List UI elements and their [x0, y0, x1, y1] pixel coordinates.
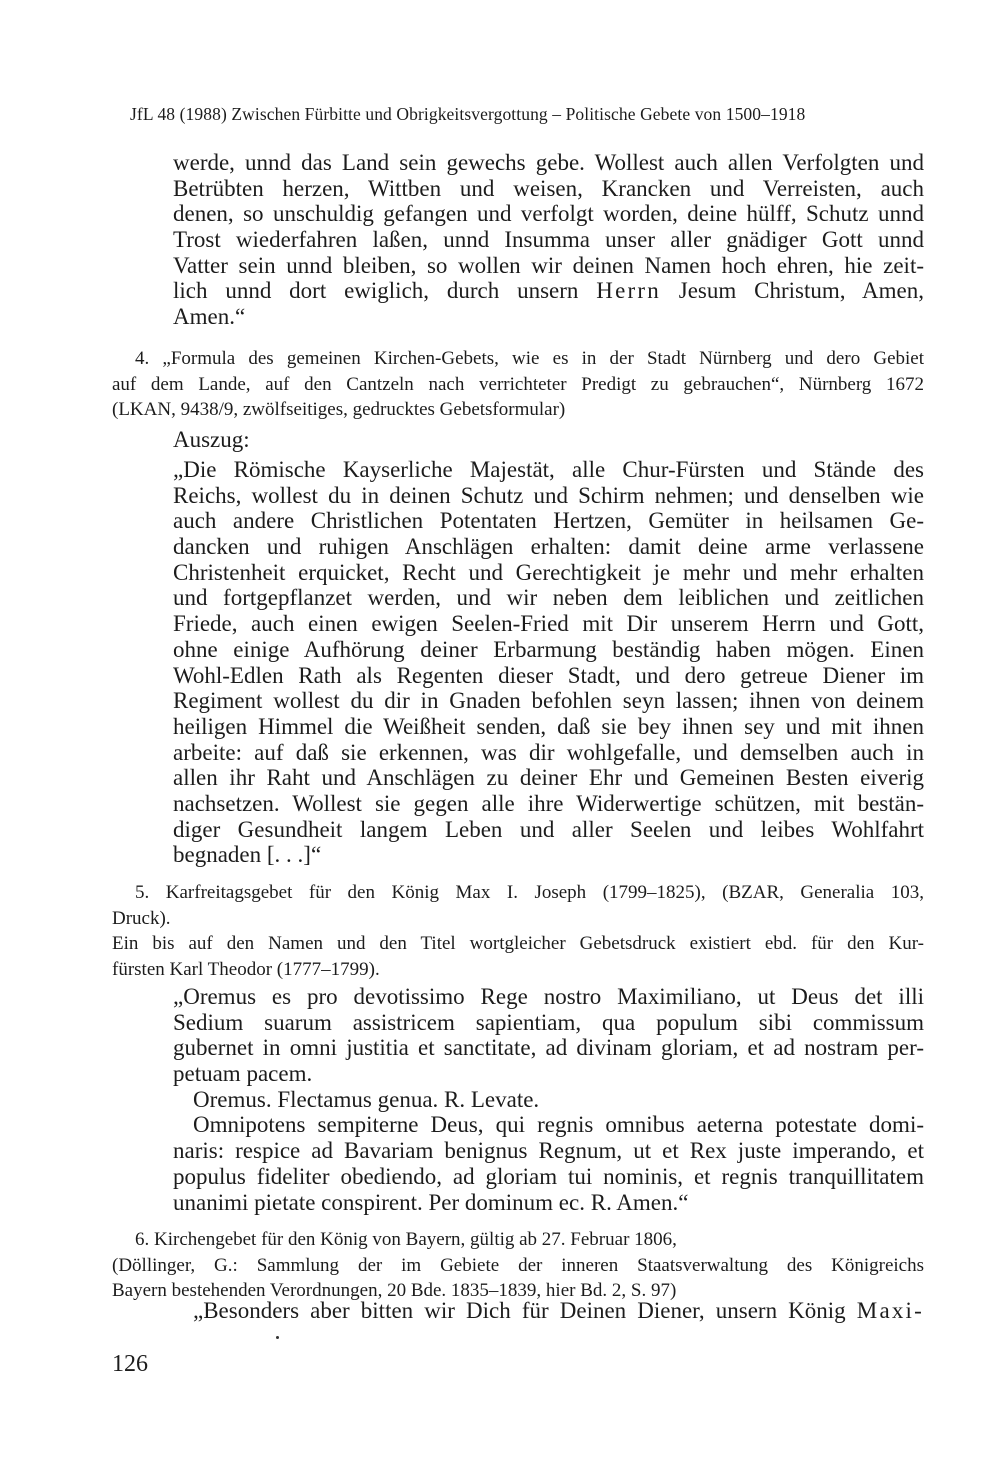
- quote-block-5: [173, 984, 924, 1215]
- prayer-continuation: [173, 150, 924, 330]
- text-line: lich unnd dort ewiglich, durch unsern Herrn Jesum Christum, Amen,: [173, 278, 925, 304]
- source-entry-6: [112, 1227, 924, 1304]
- text-line: 6. Kirchengebet für den König von Bayern, gültig ab 27. Februar 1806,: [135, 1229, 677, 1250]
- text-line: (LKAN, 9438/9, zwölfseitiges, gedrucktes Gebetsformular): [112, 399, 566, 421]
- source-entry-5: [112, 880, 924, 983]
- text-line: petuam pacem.: [173, 1061, 313, 1087]
- text-line: werde, unnd das Land sein gewechs gebe. Wollest auch allen Verfolgten und: [173, 150, 924, 175]
- text-line: diger Gesundheit langem Leben und aller Seelen und leibes Wohlfahrt: [173, 816, 924, 842]
- text-line: Sedium suarum assistricem sapientiam, qua populum sibi commissum: [173, 1009, 924, 1035]
- text-line: Trost wiederfahren laßen, unnd Insumma unser aller gnädiger Gott unnd: [173, 227, 924, 253]
- text-line: ohne einige Aufhörung deiner Erbarmung beständig haben mögen. Einen: [173, 636, 924, 662]
- text-line: denen, so unschuldig gefangen und verfolgt worden, deine hülff, Schutz unnd: [173, 201, 924, 227]
- running-header: JfL 48 (1988) Zwischen Fürbitte und Obrigkeitsvergottung – Politische Gebete von 1500–1918: [130, 104, 806, 124]
- text-line: Druck).: [112, 907, 171, 929]
- text-line: Vatter sein unnd bleiben, so wollen wir deinen Namen hoch ehren, hie zeit-: [173, 252, 924, 278]
- text-line: Friede, auch einen ewigen Seelen-Fried mit Dir unserem Herrn und Gott,: [173, 611, 924, 637]
- text-line: arbeite: auf daß sie erkennen, was dir wohlgefalle, und demselben auch in: [173, 739, 924, 765]
- page-number: 126: [112, 1351, 148, 1377]
- ink-speck: [276, 1336, 279, 1339]
- text-line: heiligen Himmel die Weißheit senden, daß sie bey ihnen sey und mit ihnen: [173, 713, 924, 739]
- quote-text: „Besonders aber bitten wir Dich für Deinen Diener, unsern König: [193, 1298, 846, 1323]
- quote-block-4: [173, 457, 924, 868]
- text-line: naris: respice ad Bavariam benignus Regnum, ut et Rex juste imperando, et: [173, 1138, 924, 1164]
- text-line: allen ihr Raht und Anschlägen zu deiner Ehr und Gemeinen Besten eiverig: [173, 765, 924, 791]
- text-line: „Oremus es pro devotissimo Rege nostro Maximiliano, ut Deus det illi: [173, 984, 924, 1009]
- text-line: Christenheit erquicket, Recht und Gerechtigkeit je mehr und mehr erhalten: [173, 559, 924, 585]
- excerpt-label: [173, 427, 985, 453]
- source-entry-4: [112, 346, 924, 423]
- text-line: 4. „Formula des gemeinen Kirchen-Gebets, wie es in der Stadt Nürnberg und dero Gebiet: [135, 348, 924, 369]
- text-line: populus fideliter obediendo, ad gloriam tui nominis, et regnis tranquillitatem: [173, 1163, 924, 1189]
- text-line: auf dem Lande, auf den Cantzeln nach verrichteter Predigt zu gebrauchen“, Nürnberg 1672: [112, 373, 924, 395]
- text-line: Oremus. Flectamus genua. R. Levate.: [193, 1086, 540, 1112]
- text-line: [193, 1298, 924, 1324]
- text-line: auch andere Christlichen Potentaten Hertzen, Gemüter in heilsamen Ge-: [173, 508, 924, 534]
- text-line: begnaden [. . .]“: [173, 842, 322, 868]
- text-line: 5. Karfreitagsgebet für den König Max I. Joseph (1799–1825), (BZAR, Generalia 103,: [135, 882, 924, 903]
- text-line: Amen.“: [173, 304, 246, 330]
- text-line: Bayern bestehenden Verordnungen, 20 Bde. 1835–1839, hier Bd. 2, S. 97): [112, 1280, 677, 1302]
- text-line: unanimi pietate conspirent. Per dominum ec. R. Amen.“: [173, 1189, 689, 1215]
- text-line: (Döllinger, G.: Sammlung der im Gebiete der inneren Staatsverwaltung des Königreichs: [112, 1254, 924, 1276]
- emphasized-word: Herrn: [596, 278, 661, 304]
- text-line: nachsetzen. Wollest sie gegen alle ihre Widerwertige schützen, mit bestän-: [173, 790, 924, 816]
- text-line: und fortgepflanzet werden, und wir neben dem leiblichen und zeitlichen: [173, 585, 924, 611]
- text-line: Regiment wollest du dir in Gnaden befohlen seyn lassen; ihnen von deinem: [173, 688, 924, 714]
- text-line: Reichs, wollest du in deinen Schutz und Schirm nehmen; und denselben wie: [173, 482, 924, 508]
- text-line: Ein bis auf den Namen und den Titel wortgleicher Gebetsdruck existiert ebd. für den Kur-: [112, 933, 924, 955]
- text-line: Wohl-Edlen Rath als Regenten dieser Stadt, und dero getreue Diener im: [173, 662, 924, 688]
- text-line: fürsten Karl Theodor (1777–1799).: [112, 959, 380, 981]
- text-line: gubernet in omni justitia et sanctitate, ad divinam gloriam, et ad nostram per-: [173, 1035, 924, 1061]
- text-line: Auszug:: [173, 427, 250, 452]
- emphasized-word: Maxi-: [856, 1298, 925, 1323]
- text-line: Betrübten herzen, Wittben und weisen, Krancken und Verreisten, auch: [173, 175, 924, 201]
- quote-block-6: [193, 1298, 924, 1324]
- text-line: dancken und ruhigen Anschlägen erhalten: damit deine arme verlassene: [173, 534, 924, 560]
- text-line: „Die Römische Kayserliche Majestät, alle Chur-Fürsten und Stände des: [173, 457, 924, 482]
- text-line: Omnipotens sempiterne Deus, qui regnis omnibus aeterna potestate domi-: [193, 1112, 924, 1138]
